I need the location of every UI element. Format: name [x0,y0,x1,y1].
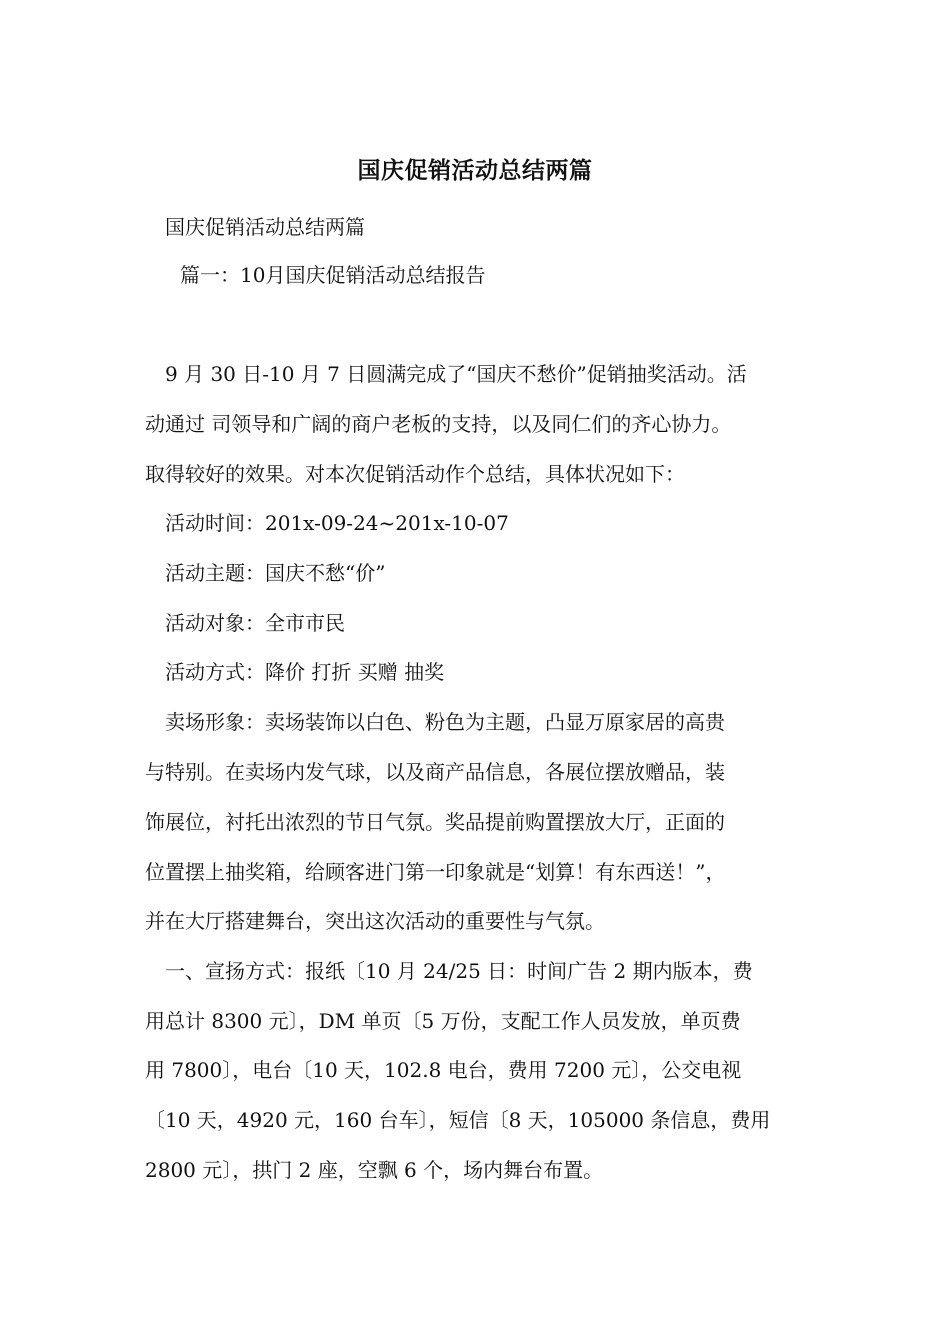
body-line: 活动对象：全市市民 [165,611,345,635]
document-title: 国庆促销活动总结两篇 [357,157,593,184]
body-line: 与特别。在卖场内发气球，以及商产品信息，各展位摆放赠品，装 [145,760,725,784]
body-line: 活动方式：降价 打折 买赠 抽奖 [165,660,445,684]
body-line: 取得较好的效果。对本次促销活动作个总结，具体状况如下： [145,462,685,486]
body-line: 一、宣扬方式：报纸〔10 月 24/25 日：时间广告 2 期内版本，费 [165,959,753,983]
body-line: 9 月 30 日-10 月 7 日圆满完成了“国庆不愁价”促销抽奖活动。活 [165,362,747,386]
body-line: 动通过 司领导和广阔的商户老板的支持，以及同仁们的齐心协力。 [145,412,732,436]
body-line: 用 7800〕，电台〔10 天，102.8 电台，费用 7200 元〕，公交电视 [145,1058,742,1082]
body-line: 活动主题：国庆不愁“价” [165,561,386,585]
part-heading: 篇一：10月国庆促销活动总结报告 [180,263,486,287]
body-line: 饰展位，衬托出浓烈的节日气氛。奖品提前购置摆放大厅，正面的 [145,810,725,834]
body-line: 〔10 天，4920 元，160 台车〕，短信〔8 天，105000 条信息，费用 [145,1108,771,1132]
body-line: 2800 元〕，拱门 2 座，空飘 6 个，场内舞台布置。 [145,1158,604,1182]
body-line: 活动时间：201x-09-24~201x-10-07 [165,511,509,535]
body-line: 用总计 8300 元〕，DM 单页〔5 万份，支配工作人员发放，单页费 [145,1009,741,1033]
body-line: 位置摆上抽奖箱，给顾客进门第一印象就是“划算！有东西送！”， [145,860,726,884]
body-line: 并在大厅搭建舞台，突出这次活动的重要性与气氛。 [145,909,605,933]
body-line: 卖场形象：卖场装饰以白色、粉色为主题，凸显万原家居的高贵 [165,710,725,734]
subtitle: 国庆促销活动总结两篇 [165,215,365,239]
